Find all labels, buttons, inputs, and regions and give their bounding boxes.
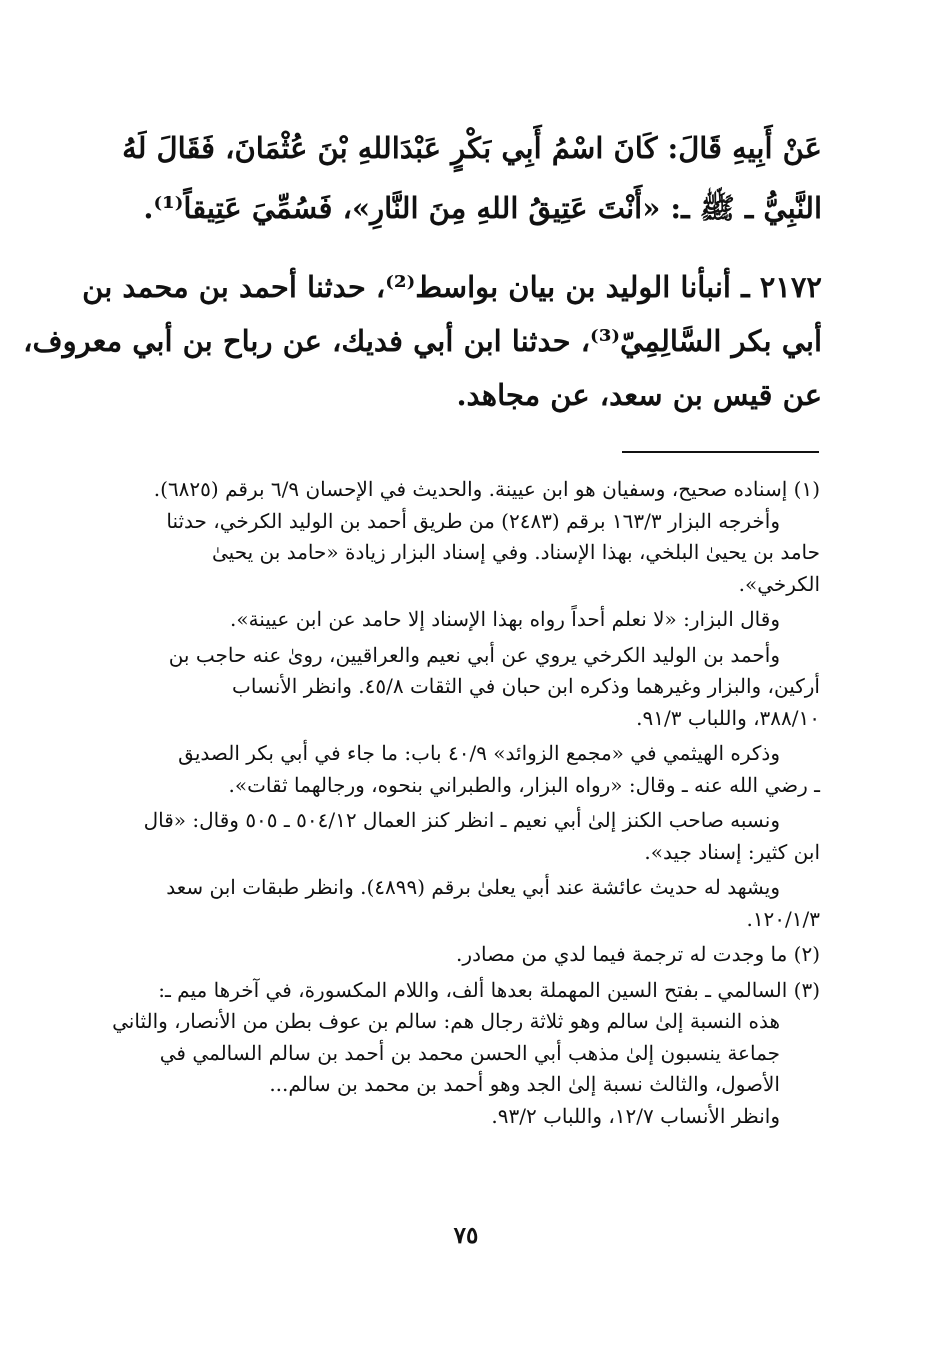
footnote-line: ويشهد له حديث عائشة عند أبي يعلىٰ برقم (٤٨٩٩). وانظر طبقات ابن سعد (166, 875, 780, 899)
footnote-line: وقال البزار: «لا نعلم أحداً رواه بهذا الإسناد إلا حامد عن ابن عيينة». (229, 607, 780, 631)
footnote-line: أركين، والبزار وغيرهما وذكره ابن حبان في الثقات ٤٥/٨. وانظر الأنساب (232, 674, 820, 698)
footnote-line: (٣) السالمي ـ بفتح السين المهملة بعدها ألف، واللام المكسورة، في آخرها ميم ـ: (158, 977, 820, 1002)
footnote-line: (١) إسناده صحيح، وسفيان هو ابن عيينة. والحديث في الإحسان ٦/٩ برقم (٦٨٢٥). (153, 477, 820, 501)
footnote-line: وانظر الأنساب ١٢/٧، واللباب ٩٣/٢. (491, 1103, 780, 1128)
footnote-line: الكرخي». (738, 571, 820, 596)
text-line: عن قيس بن سعد، عن مجاهد. (456, 378, 822, 412)
text-line: ٢١٧٢ ـ أنبأنا الوليد بن بيان بواسط⁽²⁾، حدثنا أحمد بن محمد بن (82, 270, 822, 304)
footnote-line: (٢) ما وجدت له ترجمة فيما لدي من مصادر. (456, 942, 820, 966)
footnote-line: ابن كثير: إسناد جيد». (644, 839, 820, 864)
footnote-divider (622, 451, 819, 453)
footnote-line: ـ رضي الله عنه ـ وقال: «رواه البزار، والطبراني بنحوه، ورجالهما ثقات». (228, 772, 820, 797)
hadith-2172 (23, 260, 822, 422)
footnote-line: هذه النسبة إلىٰ سالم وهو ثلاثة رجال هم: سالم بن عوف بطن من الأنصار، والثاني (112, 1009, 780, 1033)
footnote-line: ونسبه صاحب الكنز إلىٰ أبي نعيم ـ انظر كنز العمال ٥٠٤/١٢ ـ ٥٠٥ وقال: «قال (143, 808, 780, 832)
footnote-line: الأصول، والثالث نسبة إلىٰ الجد وهو أحمد بن محمد بن سالم... (269, 1072, 780, 1096)
text-line: أبي بكر السَّالِمِيّ⁽³⁾، حدثنا ابن أبي فديك، عن رباح بن أبي معروف، (23, 324, 822, 358)
footnotes (100, 474, 820, 1132)
footnote-line: ٣٨٨/١٠، واللباب ٩١/٣. (636, 705, 820, 730)
footnote-line: حامد بن يحيىٰ البلخي، بهذا الإسناد. وفي إسناد البزار زيادة «حامد بن يحيىٰ (212, 540, 820, 564)
footnote-line: ١٢٠/١/٣. (746, 906, 820, 931)
page-number: ٧٥ (453, 1222, 479, 1249)
footnote-line: وأخرجه البزار ١٦٣/٣ برقم (٢٤٨٣) من طريق أحمد بن الوليد الكرخي، حدثنا (166, 508, 780, 533)
footnote-line: وأحمد بن الوليد الكرخي يروي عن أبي نعيم والعراقيين، روىٰ عنه حاجب بن (168, 642, 780, 667)
text-line: عَنْ أَبِيهِ قَالَ: كَانَ اسْمُ أَبِي بَكْرٍ عَبْدَاللهِ بْنَ عُثْمَانَ، فَقَالَ لَهُ (122, 131, 822, 165)
text-line: النَّبِيُّ ـ ﷺ ـ: «أَنْتَ عَتِيقُ اللهِ مِنَ النَّارِ»، فَسُمِّيَ عَتِيقاً⁽¹⁾. (143, 191, 822, 225)
hadith-continuation (92, 118, 822, 238)
footnote-line: وذكره الهيثمي في «مجمع الزوائد» ٤٠/٩ باب: ما جاء في أبي بكر الصديق (178, 741, 780, 765)
footnote-line: جماعة ينسبون إلىٰ مذهب أبي الحسن محمد بن أحمد بن سالم السالمي في (159, 1040, 780, 1065)
